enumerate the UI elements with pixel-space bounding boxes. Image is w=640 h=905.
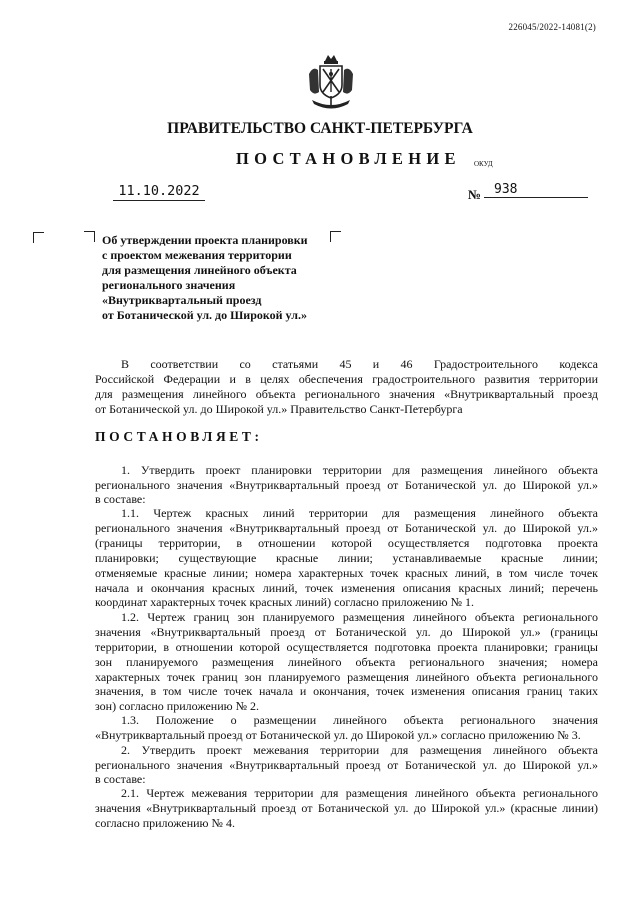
body-line: значения «Внутриквартальный проезд от Ботанической ул. до Широкой ул.» (границы (95, 625, 598, 639)
body-line: отменяемые красные линии; номера характерных точек красных линий, в том числе точек (95, 566, 598, 580)
document-registration-number: 226045/2022-14081(2) (508, 22, 596, 32)
body-line: регионального значения «Внутриквартальный проезд от Ботанической ул. до Широкой ул.» (95, 521, 598, 535)
body-line: 1.3. Положение о размещении линейного объекта регионального значения (121, 713, 598, 727)
body-line: планировки; существующие красные линии; устанавливаемые красные линии; (95, 551, 598, 565)
preamble-line: для размещения линейного объекта регионального значения «Внутриквартальный проезд (95, 387, 598, 401)
title-line: регионального значения (102, 278, 236, 292)
resolves-heading: ПОСТАНОВЛЯЕТ: (95, 429, 263, 444)
title-line: с проектом межевания территории (102, 248, 292, 262)
body-line: значения, в том числе точек начала и окончания, точек изменения описания границ таких (95, 684, 598, 698)
body-line: (границы территории, в отношении которой осуществляется подготовка проекта (95, 536, 598, 550)
body-line: зон) согласно приложению № 2. (95, 699, 260, 713)
document-type: ПОСТАНОВЛЕНИЕ (236, 149, 461, 168)
body-line: «Внутриквартальный проезд от Ботанической ул. до Широкой ул.» согласно приложению № 3. (95, 728, 581, 742)
body-line: 2. Утвердить проект межевания территории для размещения линейного объекта (121, 743, 598, 757)
document-number: 938 (484, 182, 588, 198)
title-line: для размещения линейного объекта (102, 263, 297, 277)
title-line: «Внутриквартальный проезд (102, 293, 262, 307)
title-corner-mark (33, 232, 44, 243)
preamble-line: от Ботанической ул. до Широкой ул.» Правительство Санкт-Петербурга (95, 402, 463, 416)
body-line: координат характерных точек красных линий) согласно приложению № 1. (95, 595, 475, 609)
body-line: согласно приложению № 4. (95, 816, 235, 830)
body-line: 1. Утвердить проект планировки территории для размещения линейного объекта (121, 463, 598, 477)
body-line: зон планируемого размещения линейного объекта регионального значения; номера (95, 655, 598, 669)
title-line: от Ботанической ул. до Широкой ул.» (102, 308, 307, 322)
preamble-line: В соответствии со статьями 45 и 46 Градостроительного кодекса (121, 357, 598, 371)
body-line: в составе: (95, 492, 146, 506)
body-line: территории, в отношении которой осуществляется подготовка проекта планировки; границы (95, 640, 598, 654)
document-title (102, 233, 362, 323)
body-line: характерных точек границ зон планируемого размещения линейного объекта регионального (95, 670, 598, 684)
title-line: Об утверждении проекта планировки (102, 233, 308, 247)
body-line: 2.1. Чертеж межевания территории для размещения линейного объекта регионального (121, 786, 598, 800)
coat-of-arms-icon (306, 52, 356, 112)
body-line: 1.1. Чертеж красных линий территории для размещения линейного объекта (121, 506, 598, 520)
okud-label: ОКУД (474, 160, 493, 168)
body-line: значения «Внутриквартальный проезд от Ботанической ул. до Широкой ул.» (красные линии) (95, 801, 598, 815)
body-line: регионального значения «Внутриквартальный проезд от Ботанической ул. до Широкой ул.» (95, 478, 598, 492)
government-name: ПРАВИТЕЛЬСТВО САНКТ-ПЕТЕРБУРГА (167, 120, 473, 137)
preamble-line: Российской Федерации и в целях обеспечения градостроительного развития территории (95, 372, 598, 386)
number-label: № (468, 187, 482, 202)
body-line: начала и окончания красных линий, точек изменения описания красных линий; перечень (95, 581, 598, 595)
body-line: регионального значения «Внутриквартальный проезд от Ботанической ул. до Широкой ул.» (95, 758, 598, 772)
title-corner-mark (84, 231, 95, 242)
body-line: 1.2. Чертеж границ зон планируемого размещения линейного объекта регионального (121, 610, 598, 624)
body-line: в составе: (95, 772, 146, 786)
document-date: 11.10.2022 (113, 183, 205, 201)
